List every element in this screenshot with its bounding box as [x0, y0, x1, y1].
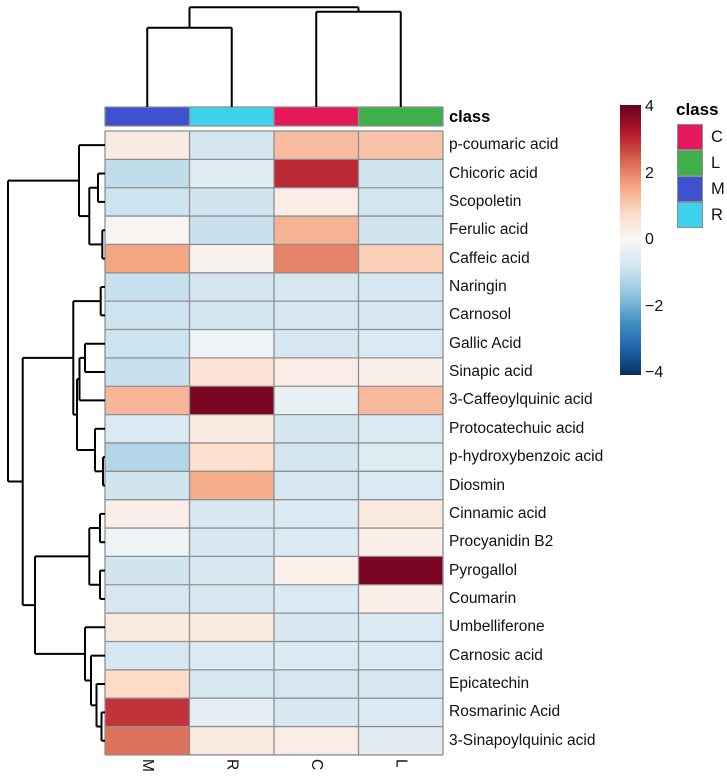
heatmap-cell [274, 698, 359, 726]
column-label: M [138, 758, 156, 772]
heatmap-cell [105, 670, 190, 698]
annotation-segment-R [190, 107, 275, 126]
heatmap-cell [274, 330, 359, 358]
heatmap-cell [274, 273, 359, 301]
heatmap-cell [190, 556, 275, 584]
heatmap-cell [190, 188, 275, 216]
row-label: Ferulic acid [449, 221, 529, 239]
row-label: Cinnamic acid [449, 504, 547, 522]
heatmap-cell [105, 216, 190, 244]
row-label: Epicatechin [449, 675, 530, 693]
heatmap-cell [105, 727, 190, 755]
heatmap-cell [359, 131, 444, 159]
heatmap-cell [190, 358, 275, 386]
row-label: Naringin [449, 277, 507, 295]
row-label: 3-Sinapoylquinic acid [449, 731, 596, 749]
row-label: Chicoric acid [449, 164, 538, 182]
row-label: p-coumaric acid [449, 136, 559, 154]
row-label: 3-Caffeoylquinic acid [449, 391, 593, 409]
row-label: Rosmarinic Acid [449, 703, 561, 721]
heatmap-cell [274, 471, 359, 499]
heatmap-cell [274, 613, 359, 641]
heatmap-cell [105, 330, 190, 358]
heatmap-cell [359, 188, 444, 216]
heatmap-cell [359, 358, 444, 386]
legend-label: M [711, 180, 725, 198]
row-label: Sinapic acid [449, 363, 533, 381]
heatmap-cell [359, 415, 444, 443]
heatmap-cell [359, 443, 444, 471]
legend-swatch-M [677, 176, 703, 202]
row-label: Procyanidin B2 [449, 533, 554, 551]
heatmap-cell [359, 471, 444, 499]
heatmap-cell [190, 500, 275, 528]
heatmap-cell [190, 386, 275, 414]
heatmap-cell [359, 585, 444, 613]
heatmap-cell [190, 244, 275, 272]
colorbar-tick-label: −2 [645, 297, 664, 315]
annotation-segment-M [105, 107, 190, 126]
legend-title: class [676, 100, 719, 119]
heatmap-cell [190, 159, 275, 187]
annotation-segment-C [274, 107, 359, 126]
legend-label: C [711, 128, 723, 146]
heatmap-cell [359, 528, 444, 556]
heatmap-cell [274, 727, 359, 755]
heatmap-cell [190, 585, 275, 613]
heatmap-cell [359, 330, 444, 358]
heatmap-cell [105, 159, 190, 187]
heatmap-cell [105, 585, 190, 613]
heatmap-cell [190, 273, 275, 301]
heatmap-cell [274, 358, 359, 386]
legend-swatch-L [677, 150, 703, 176]
heatmap-cell [359, 386, 444, 414]
row-label: p-hydroxybenzoic acid [449, 448, 604, 466]
row-label: Carnosic acid [449, 646, 543, 664]
heatmap-cell [105, 500, 190, 528]
heatmap-cell [105, 188, 190, 216]
legend-label: L [711, 154, 721, 172]
heatmap-cell [359, 500, 444, 528]
column-label: R [223, 758, 241, 771]
heatmap-cell [190, 670, 275, 698]
heatmap-cell [359, 670, 444, 698]
colorbar-tick-label: 4 [645, 98, 654, 115]
heatmap-cell [274, 670, 359, 698]
heatmap-cell [105, 528, 190, 556]
heatmap-cell [190, 698, 275, 726]
heatmap-cell [274, 556, 359, 584]
heatmap-cell [105, 131, 190, 159]
annotation-title: class [449, 108, 491, 126]
row-label: Protocatechuic acid [449, 419, 585, 437]
heatmap-cell [105, 556, 190, 584]
heatmap-cell [359, 244, 444, 272]
heatmap-cell [359, 556, 444, 584]
row-label: Caffeic acid [449, 249, 530, 267]
row-label: Pyrogallol [449, 561, 518, 579]
row-label: Gallic Acid [449, 334, 522, 352]
heatmap-cell [105, 301, 190, 329]
heatmap-cell [105, 358, 190, 386]
heatmap-cell [274, 585, 359, 613]
colorbar [620, 105, 641, 375]
heatmap-cell [105, 244, 190, 272]
heatmap-cell [190, 528, 275, 556]
heatmap-cell [190, 727, 275, 755]
legend-label: R [711, 206, 723, 224]
heatmap-cell [359, 273, 444, 301]
heatmap-cell [105, 386, 190, 414]
colorbar-tick-label: 2 [645, 164, 654, 182]
heatmap-cell [105, 443, 190, 471]
heatmap-cell [105, 613, 190, 641]
heatmap-cell [274, 415, 359, 443]
heatmap-cell [359, 727, 444, 755]
heatmap-cell [274, 131, 359, 159]
row-label: Carnosol [449, 306, 512, 324]
annotation-segment-L [359, 107, 444, 126]
heatmap-cell [190, 301, 275, 329]
heatmap-cell [190, 131, 275, 159]
column-label: C [307, 758, 325, 771]
column-label: L [392, 758, 410, 768]
heatmap-cell [274, 528, 359, 556]
heatmap-cell [274, 386, 359, 414]
heatmap-cell [105, 698, 190, 726]
heatmap-cell [105, 471, 190, 499]
heatmap-cell [274, 641, 359, 669]
heatmap-cell [274, 188, 359, 216]
legend-swatch-C [677, 124, 703, 150]
heatmap-cell [359, 159, 444, 187]
heatmap-cell [274, 301, 359, 329]
heatmap-cell [359, 301, 444, 329]
row-label: Diosmin [449, 476, 505, 494]
heatmap-cell [190, 613, 275, 641]
heatmap-cell [190, 216, 275, 244]
heatmap-cell [190, 330, 275, 358]
heatmap-cell [190, 471, 275, 499]
heatmap-cell [359, 641, 444, 669]
heatmap-cell [274, 500, 359, 528]
heatmap-cell [274, 443, 359, 471]
heatmap-cell [190, 443, 275, 471]
row-label: Umbelliferone [449, 618, 545, 636]
heatmap-cell [274, 216, 359, 244]
heatmap-cell [274, 244, 359, 272]
heatmap-cell [105, 273, 190, 301]
row-label: Coumarin [449, 589, 517, 607]
heatmap-cell [105, 415, 190, 443]
heatmap-cell [105, 641, 190, 669]
heatmap-cell [190, 415, 275, 443]
heatmap-cell [190, 641, 275, 669]
heatmap-cell [359, 216, 444, 244]
heatmap-cell [274, 159, 359, 187]
colorbar-tick-label: −4 [645, 364, 664, 381]
row-label: Scopoletin [449, 192, 522, 210]
colorbar-tick-label: 0 [645, 231, 654, 248]
heatmap-cell [359, 613, 444, 641]
legend-swatch-R [677, 202, 703, 228]
heatmap-cell [359, 698, 444, 726]
